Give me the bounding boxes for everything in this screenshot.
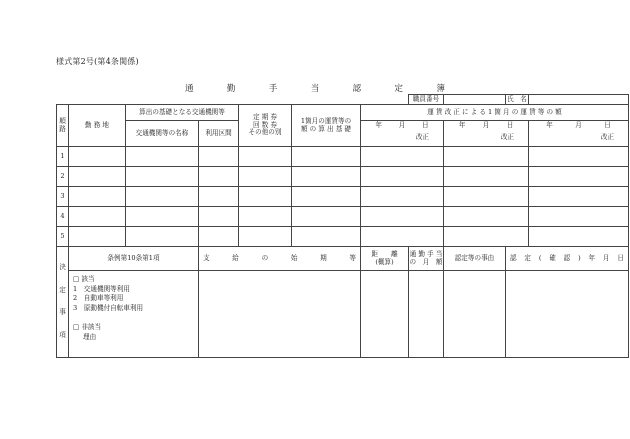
approval-date-field[interactable]: [506, 271, 629, 358]
cell-workplace[interactable]: [69, 147, 126, 167]
title-char: 勤: [226, 84, 236, 94]
col-workplace: 勤 務 地: [69, 105, 126, 147]
cell-revision-3[interactable]: [529, 227, 629, 247]
revision-label-3: 改正: [529, 131, 629, 147]
cell-transport-name[interactable]: [126, 207, 199, 227]
staff-number-label: 職員番号: [409, 95, 444, 105]
col-transport-name: 交通機関等の名称: [126, 121, 199, 147]
cell-fare-basis[interactable]: [292, 167, 361, 187]
cell-transport-name[interactable]: [126, 187, 199, 207]
cell-revision-1[interactable]: [361, 187, 444, 207]
cell-workplace[interactable]: [69, 207, 126, 227]
row-number: 3: [57, 187, 69, 207]
cell-revision-2[interactable]: [444, 167, 529, 187]
cell-revision-3[interactable]: [529, 187, 629, 207]
cell-ticket-kind[interactable]: [239, 147, 292, 167]
reason-header: 認定等の事由: [444, 247, 506, 271]
article-header: 条例第10条第1項: [69, 247, 199, 271]
cell-usage-section[interactable]: [199, 187, 239, 207]
payment-start-field[interactable]: [199, 271, 361, 358]
cell-fare-basis[interactable]: [292, 187, 361, 207]
cell-revision-2[interactable]: [444, 227, 529, 247]
revision-label-2: 改正: [444, 131, 529, 147]
cell-ticket-kind[interactable]: [239, 207, 292, 227]
form-title: [185, 82, 445, 94]
row-number: 4: [57, 207, 69, 227]
cell-fare-basis[interactable]: [292, 147, 361, 167]
name-field[interactable]: [529, 95, 629, 105]
title-char: 通: [185, 84, 194, 94]
col-route-no: 順路: [57, 105, 69, 147]
cell-workplace[interactable]: [69, 167, 126, 187]
cell-transport-name[interactable]: [126, 227, 199, 247]
payment-start-header: 支 給 の 始 期 等: [199, 247, 361, 271]
monthly-allowance-field[interactable]: [409, 271, 444, 358]
cell-revision-3[interactable]: [529, 207, 629, 227]
col-monthly-fare-basis: 1箇月の運賃等の 額 の 算 出 基 礎: [292, 105, 361, 147]
row-number: 5: [57, 227, 69, 247]
staff-number-field[interactable]: [444, 95, 506, 105]
cell-revision-1[interactable]: [361, 147, 444, 167]
cell-usage-section[interactable]: [199, 147, 239, 167]
cell-revision-1[interactable]: [361, 167, 444, 187]
col-transport-basis: 算出の基礎となる交通機関等: [126, 105, 239, 121]
cell-transport-name[interactable]: [126, 167, 199, 187]
cell-revision-2[interactable]: [444, 207, 529, 227]
cell-workplace[interactable]: [69, 187, 126, 207]
cell-revision-2[interactable]: [444, 187, 529, 207]
option-item: 2 自動車等利用: [73, 294, 124, 303]
cell-usage-section[interactable]: [199, 167, 239, 187]
revision-label-1: 改正: [361, 131, 444, 147]
not-applicable-checkbox[interactable]: □ 非該当: [73, 323, 102, 332]
reason-label: 理由: [83, 332, 97, 341]
cell-usage-section[interactable]: [199, 227, 239, 247]
distance-header: 距 離 (概算): [361, 247, 409, 271]
cell-usage-section[interactable]: [199, 207, 239, 227]
distance-field[interactable]: [361, 271, 409, 358]
col-usage-section: 利用区間: [199, 121, 239, 147]
title-char: 認: [352, 84, 362, 94]
cell-fare-basis[interactable]: [292, 207, 361, 227]
monthly-allowance-header: 通 勤 手 当 の 月 額: [409, 247, 444, 271]
revision-date-2: 年 月 日: [444, 121, 529, 131]
approval-date-header: 認 定 ( 確 認 ) 年 月 日: [506, 247, 629, 271]
cell-workplace[interactable]: [69, 227, 126, 247]
title-char: 手: [268, 84, 278, 94]
cell-revision-1[interactable]: [361, 207, 444, 227]
title-char: 定: [394, 84, 404, 94]
cell-transport-name[interactable]: [126, 147, 199, 167]
name-label: 氏 名: [507, 94, 527, 103]
form-number: 様式第2号(第4条関係): [56, 57, 139, 66]
cell-fare-basis[interactable]: [292, 227, 361, 247]
cell-ticket-kind[interactable]: [239, 187, 292, 207]
cell-revision-3[interactable]: [529, 167, 629, 187]
revision-date-3: 年 月 日: [529, 121, 629, 131]
cell-revision-1[interactable]: [361, 227, 444, 247]
option-item: 3 原動機付自転車利用: [73, 303, 144, 312]
option-item: 1 交通機関等利用: [73, 284, 130, 293]
revision-date-1: 年 月 日: [361, 121, 444, 131]
cell-ticket-kind[interactable]: [239, 227, 292, 247]
applicable-checkbox[interactable]: □ 該当: [73, 275, 95, 284]
cell-revision-3[interactable]: [529, 147, 629, 167]
title-char: 当: [310, 84, 320, 94]
allowance-register-table: [56, 94, 629, 358]
col-fare-revision: 運 賃 改 正 に よ る 1 箇 月 の 運 賃 等 の 額: [361, 105, 629, 121]
decision-side-label: 決 定 事 項: [57, 247, 69, 358]
title-char: 簿: [436, 84, 445, 94]
row-number: 1: [57, 147, 69, 167]
reason-field[interactable]: [444, 271, 506, 358]
row-number: 2: [57, 167, 69, 187]
cell-revision-2[interactable]: [444, 147, 529, 167]
cell-ticket-kind[interactable]: [239, 167, 292, 187]
article-options: [69, 271, 199, 358]
col-ticket-kind: 定 期 券 回 数 券 その他の別: [239, 105, 292, 147]
